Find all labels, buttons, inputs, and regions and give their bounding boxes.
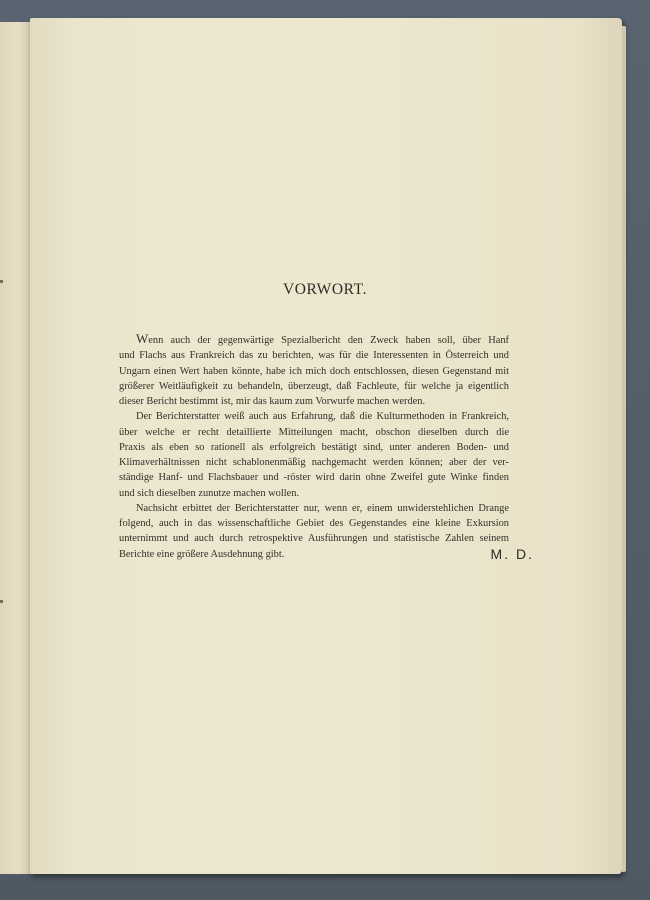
text-line: Klimaverhältnissen nicht schablonenmäßig nachgemacht werden können; aber der ver- (119, 457, 509, 468)
page-edge (622, 26, 626, 872)
text-line: Ungarn einen Wert haben könnte, habe ich mich doch entschlossen, diesen Gegenstand mit (119, 365, 509, 377)
text-line: und sich dieselben zunutze machen wollen. (119, 487, 300, 499)
text-line: und Flachs aus Frankreich das zu berichten, was für die Interessenten in Österreich und (119, 350, 509, 362)
text-line: Der Berichterstatter weiß auch aus Erfahrung, daß die Kulturmethoden in Frankreich, (136, 411, 509, 423)
text-line: dieser Bericht bestimmt ist, mir das kaum zum Vorwurfe machen werden. (119, 396, 426, 407)
document-page (30, 18, 622, 874)
foreword-text (119, 331, 509, 562)
facing-page-edge (0, 22, 31, 874)
paragraph-2 (119, 409, 509, 501)
signature: M. D. (490, 546, 534, 562)
paragraph-1 (119, 331, 509, 409)
page-mark (0, 280, 3, 283)
text-line: Wenn auch der gegenwärtige Spezialbericht den Zweck haben soll, über Hanf (136, 331, 509, 346)
text-line: unternimmt und auch durch retrospektive Ausführungen und statistische Zahlen seinem (119, 533, 509, 545)
text-line: Praxis als eben so rationell als erfolgreich bestätigt sind, unter anderen Boden- und (119, 441, 509, 453)
text-line: über welche er recht detaillierte Mitteilungen macht, obschon dieselben durch die (119, 426, 509, 438)
page-title: VORWORT. (282, 281, 368, 298)
text-line: Nachsicht erbittet der Berichterstatter nur, wenn er, einem unwiderstehlichen Drange (136, 502, 509, 514)
text-line: größerer Weitläufigkeit zu behandeln, überzeugt, daß Fachleute, für welche ja eigentlich (119, 380, 509, 392)
text-line: Berichte eine größere Ausdehnung gibt. (119, 548, 285, 560)
initial-letter: W (136, 331, 149, 346)
page-mark (0, 600, 3, 603)
paragraph-3 (119, 501, 509, 562)
text-line: folgend, auch in das wissenschaftliche Gebiet des Gegenstandes eine kleine Exkursion (119, 518, 509, 529)
text-line: ständige Hanf- und Flachsbauer und -röster wird darin ohne Zweifel gute Winke finden (119, 472, 509, 484)
